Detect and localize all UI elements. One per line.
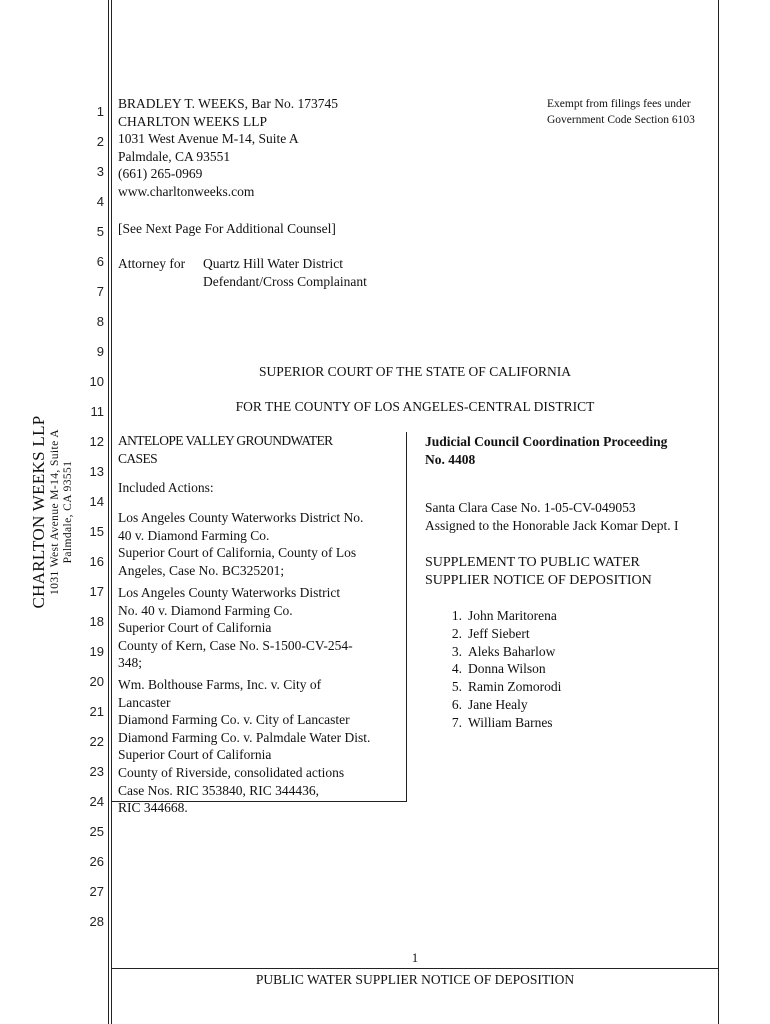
action-line: Case Nos. RIC 353840, RIC 344436, xyxy=(118,782,320,798)
sidebar-firm-block xyxy=(29,415,75,608)
action-line: Angeles, Case No. BC325201; xyxy=(118,562,285,578)
page-number: 1 xyxy=(411,951,419,965)
included-action-2 xyxy=(118,584,353,672)
deponent-number: 6. xyxy=(451,696,462,712)
line-number: 9 xyxy=(96,344,104,359)
action-line: Wm. Bolthouse Farms, Inc. v. City of xyxy=(118,677,322,692)
deponent-number: 1. xyxy=(451,608,462,623)
list-item xyxy=(440,625,561,643)
line-number: 18 xyxy=(89,614,104,629)
action-line: Superior Court of California, County of Los xyxy=(118,545,357,561)
deponent-name: Jane Healy xyxy=(468,696,528,712)
action-line: 348; xyxy=(118,655,143,671)
action-line: Los Angeles County Waterworks District No. xyxy=(118,510,364,525)
line-number: 14 xyxy=(89,494,104,509)
line-number: 22 xyxy=(89,734,104,749)
sidebar-address-line2: Palmdale, CA 93551 xyxy=(62,460,74,564)
assigned-judge: Assigned to the Honorable Jack Komar Dept. I xyxy=(425,517,679,533)
included-action-3 xyxy=(118,676,370,817)
action-line: County of Riverside, consolidated actions xyxy=(118,764,345,780)
document-title xyxy=(425,554,652,589)
client-block xyxy=(203,255,367,290)
action-line: No. 40 v. Diamond Farming Co. xyxy=(118,602,293,618)
line-number: 17 xyxy=(89,584,104,599)
fee-exemption-note xyxy=(547,96,695,128)
case-title-line2: CASES xyxy=(118,450,158,466)
pleading-left-rule-1 xyxy=(108,0,109,1024)
coordination-proceeding-line1: Judicial Council Coordination Proceeding xyxy=(425,434,668,449)
action-line: Diamond Farming Co. v. City of Lancaster xyxy=(118,712,350,728)
case-assignment xyxy=(425,499,678,534)
list-item xyxy=(440,714,561,732)
line-number: 27 xyxy=(89,884,104,899)
line-number: 10 xyxy=(89,374,104,389)
line-number: 13 xyxy=(89,464,104,479)
deponent-number: 7. xyxy=(451,714,462,730)
client-role: Defendant/Cross Complainant xyxy=(203,273,367,289)
attorney-firm-line: CHARLTON WEEKS LLP xyxy=(118,113,268,129)
list-item xyxy=(440,678,561,696)
attorney-name-line: BRADLEY T. WEEKS, Bar No. 173745 xyxy=(118,96,338,111)
attorney-for-label: Attorney for xyxy=(118,256,186,271)
santa-clara-case-number: Santa Clara Case No. 1-05-CV-049053 xyxy=(425,500,636,515)
deponent-name: Jeff Siebert xyxy=(468,625,530,641)
deponent-name: Ramin Zomorodi xyxy=(468,679,562,695)
line-number: 26 xyxy=(89,854,104,869)
fee-exemption-line2: Government Code Section 6103 xyxy=(547,114,695,126)
included-action-1 xyxy=(118,509,363,579)
line-number: 7 xyxy=(96,284,104,299)
deponent-name: Aleks Baharlow xyxy=(468,643,556,659)
court-name: SUPERIOR COURT OF THE STATE OF CALIFORNIA xyxy=(259,364,571,379)
line-number: 16 xyxy=(89,554,104,569)
list-item xyxy=(440,643,561,661)
deponent-list xyxy=(440,607,561,732)
deponent-name: William Barnes xyxy=(468,714,553,730)
list-item xyxy=(440,607,561,625)
additional-counsel-note: [See Next Page For Additional Counsel] xyxy=(118,221,336,236)
line-number: 8 xyxy=(96,314,104,329)
line-number: 21 xyxy=(89,704,104,719)
line-number: 19 xyxy=(89,644,104,659)
deponent-number: 5. xyxy=(451,679,462,695)
action-line: Superior Court of California xyxy=(118,620,272,636)
line-number: 24 xyxy=(89,794,104,809)
footer-rule xyxy=(112,968,718,969)
pleading-right-rule xyxy=(718,0,719,1024)
action-line: Superior Court of California xyxy=(118,747,272,763)
attorney-street-line: 1031 West Avenue M-14, Suite A xyxy=(118,131,299,147)
coordination-proceeding xyxy=(425,433,667,468)
line-number: 11 xyxy=(90,404,104,419)
deponent-number: 3. xyxy=(451,643,462,659)
line-number: 28 xyxy=(89,914,104,929)
line-number: 12 xyxy=(89,434,104,449)
action-line: Los Angeles County Waterworks District xyxy=(118,585,341,600)
sidebar-firm-name: CHARLTON WEEKS LLP xyxy=(29,415,48,609)
list-item xyxy=(440,660,561,678)
list-item xyxy=(440,696,561,714)
action-line: Diamond Farming Co. v. Palmdale Water Dist. xyxy=(118,729,371,745)
attorney-city-line: Palmdale, CA 93551 xyxy=(118,148,231,164)
deponent-name: John Maritorena xyxy=(468,608,557,623)
line-number: 1 xyxy=(96,104,104,119)
line-number: 6 xyxy=(96,254,104,269)
document-title-line2: SUPPLIER NOTICE OF DEPOSITION xyxy=(425,572,652,588)
sidebar-address-line1: 1031 West Avenue M-14, Suite A xyxy=(49,429,61,595)
attorney-block xyxy=(118,95,338,201)
attorney-website-line: www.charltonweeks.com xyxy=(118,183,255,199)
action-line: Lancaster xyxy=(118,694,171,710)
fee-exemption-line1: Exempt from filings fees under xyxy=(547,98,691,110)
case-title xyxy=(118,432,333,467)
line-number: 15 xyxy=(89,524,104,539)
line-number: 25 xyxy=(89,824,104,839)
client-name: Quartz Hill Water District xyxy=(203,256,343,271)
line-number: 2 xyxy=(96,134,104,149)
line-number: 4 xyxy=(96,194,104,209)
line-number: 3 xyxy=(96,164,104,179)
action-line: RIC 344668. xyxy=(118,800,188,816)
footer-title: PUBLIC WATER SUPPLIER NOTICE OF DEPOSITION xyxy=(255,972,575,987)
deponent-name: Donna Wilson xyxy=(468,661,546,677)
action-line: 40 v. Diamond Farming Co. xyxy=(118,527,270,543)
deponent-number: 4. xyxy=(451,661,462,677)
action-line: County of Kern, Case No. S-1500-CV-254- xyxy=(118,637,353,653)
case-title-line1: ANTELOPE VALLEY GROUNDWATER xyxy=(118,433,333,448)
attorney-phone-line: (661) 265-0969 xyxy=(118,166,203,182)
line-number: 5 xyxy=(96,224,104,239)
deponent-number: 2. xyxy=(451,625,462,641)
included-actions-label: Included Actions: xyxy=(118,480,214,495)
court-county: FOR THE COUNTY OF LOS ANGELES-CENTRAL DISTRICT xyxy=(235,399,595,414)
line-number: 20 xyxy=(89,674,104,689)
coordination-proceeding-line2: No. 4408 xyxy=(425,451,476,467)
line-number: 23 xyxy=(89,764,104,779)
document-title-line1: SUPPLEMENT TO PUBLIC WATER xyxy=(425,555,640,570)
